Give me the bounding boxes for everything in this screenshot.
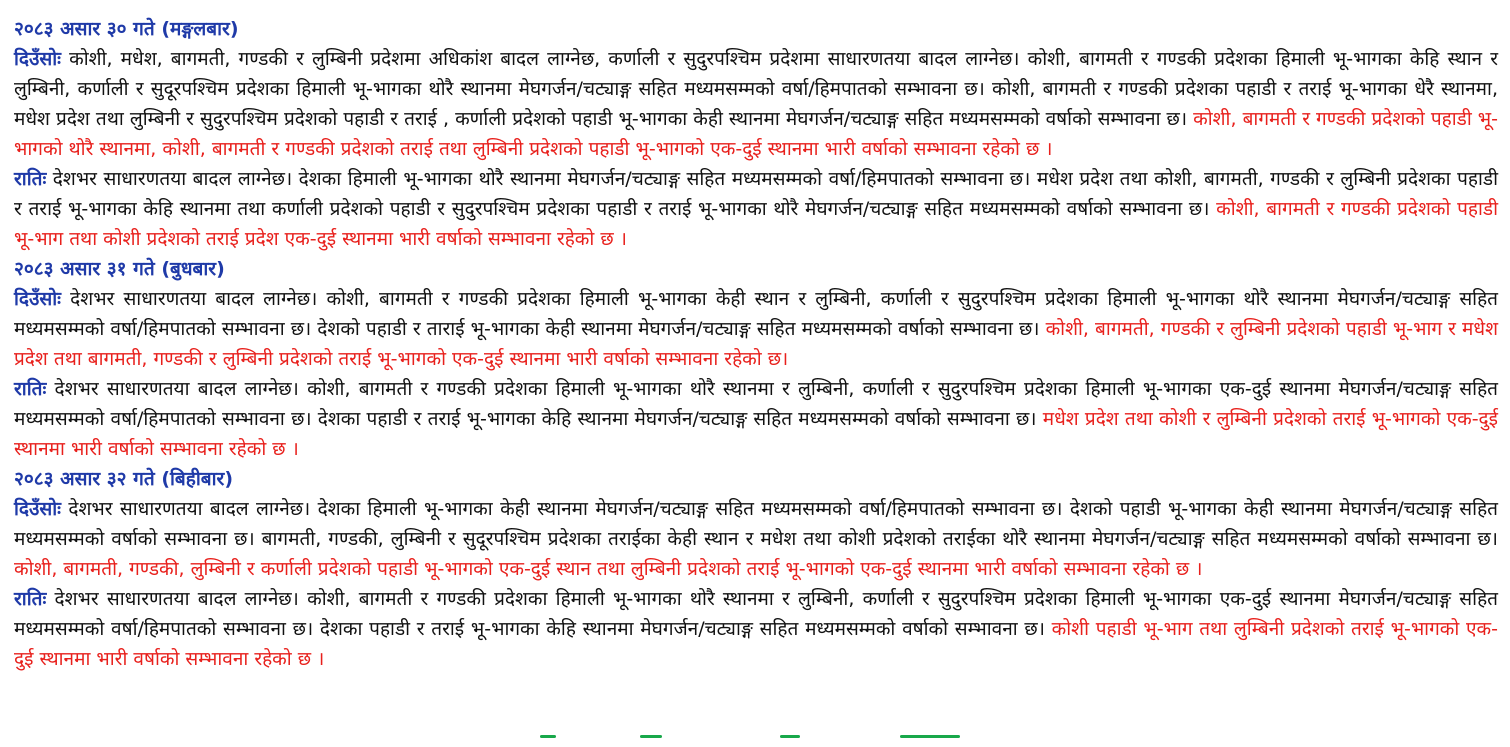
night-label: रातिः xyxy=(14,168,47,190)
weather-forecast-document xyxy=(14,14,1498,674)
forecast-text: देशभर साधारणतया बादल लाग्नेछ। कोशी, बागमती र गण्डकी प्रदेशका हिमाली भू-भागका थोरै स्थानमा र लुम्बिनी, कर्णाली र सुदुरपश्चिम प्रदेशका हिमाली भू-भागका एक-दुई स्थानमा मेघगर्जन/चट्याङ्ग सहित मध्यमसम्मको वर्षा/हिमपातको सम्भावना छ। देशका पहाडी र तराई भू-भागका केहि स्थानमा मेघगर्जन/चट्याङ्ग सहित मध्यमसम्मको वर्षाको सम्भावना छ। xyxy=(14,378,1498,430)
forecast-text: देशभर साधारणतया बादल लाग्नेछ। देशका हिमाली भू-भागका थोरै स्थानमा मेघगर्जन/चट्याङ्ग सहित मध्यमसम्मको वर्षा/हिमपातको सम्भावना छ। मधेश प्रदेश तथा कोशी, बागमती, गण्डकी र लुम्बिनी प्रदेशका पहाडी र तराई भू-भागका केहि स्थानमा तथा कर्णाली प्रदेशको पहाडी र सुदुरपश्चिम प्रदेशका पहाडी र तराई भू-भागका थोरै मेघगर्जन/चट्याङ्ग सहित मध्यमसम्मको वर्षाको सम्भावना छ। xyxy=(14,168,1498,220)
night-label: रातिः xyxy=(14,378,47,400)
daytime-forecast-paragraph xyxy=(14,44,1498,164)
forecast-text: कोशी, मधेश, बागमती, गण्डकी र लुम्बिनी प्रदेशमा अधिकांश बादल लाग्नेछ, कर्णाली र सुदुरपश्चिम प्रदेशमा साधारणतया बादल लाग्नेछ। कोशी, बागमती र गण्डकी प्रदेशका हिमाली भू-भागका केहि स्थान र लुम्बिनी, कर्णाली र सुदूरपश्चिम प्रदेशका हिमाली भू-भागका थोरै स्थानमा मेघगर्जन/चट्याङ्ग सहित मध्यमसम्मको वर्षा/हिमपातको सम्भावना छ। कोशी, बागमती र गण्डकी प्रदेशका पहाडी र तराई भू-भागका धेरै स्थानमा, मधेश प्रदेश तथा लुम्बिनी र सुदुरपश्चिम प्रदेशको पहाडी र तराई , कर्णाली प्रदेशको पहाडी भू-भागका केही स्थानमा मेघगर्जन/चट्याङ्ग सहित मध्यमसम्मको वर्षाको सम्भावना छ। xyxy=(14,48,1498,130)
daytime-label: दिउँसोः xyxy=(14,48,62,70)
forecast-day-3 xyxy=(14,464,1498,674)
cut-off-green-text-fragment xyxy=(0,735,1510,747)
heavy-rain-warning-text: कोशी, बागमती, गण्डकी, लुम्बिनी र कर्णाली प्रदेशको पहाडी भू-भागको एक-दुई स्थान तथा लुम्बिनी प्रदेशको तराई भू-भागको एक-दुई स्थानमा भारी वर्षाको सम्भावना रहेको छ । xyxy=(14,558,1203,580)
date-heading: २०८३ असार ३१ गते (बुधबार) xyxy=(14,258,225,280)
green-text-stroke xyxy=(780,735,800,738)
heavy-rain-warning-text: कोशी, बागमती, गण्डकी र लुम्बिनी प्रदेशको पहाडी भू-भाग र मधेश प्रदेश तथा बागमती, गण्डकी र लुम्बिनी प्रदेशको तराई भू-भागको एक-दुई स्थानमा भारी वर्षाको सम्भावना रहेको छ। xyxy=(14,318,1498,370)
forecast-text: देशभर साधारणतया बादल लाग्नेछ। देशका हिमाली भू-भागका केही स्थानमा मेघगर्जन/चट्याङ्ग सहित मध्यमसम्मको वर्षा/हिमपातको सम्भावना छ। देशको पहाडी भू-भागका केही स्थानमा मेघगर्जन/चट्याङ्ग सहित मध्यमसम्मको वर्षाको सम्भावना छ। बागमती, गण्डकी, लुम्बिनी र सुदूरपश्चिम प्रदेशका तराईका केही स्थान र मधेश तथा कोशी प्रदेशको तराईका थोरै स्थानमा मेघगर्जन/चट्याङ्ग सहित मध्यमसम्मको वर्षाको सम्भावना छ। xyxy=(14,498,1498,550)
heavy-rain-warning-text: मधेश प्रदेश तथा कोशी र लुम्बिनी प्रदेशको तराई भू-भागको एक-दुई स्थानमा भारी वर्षाको सम्भावना रहेको छ । xyxy=(14,408,1498,460)
forecast-day-2 xyxy=(14,254,1498,464)
night-forecast-paragraph xyxy=(14,374,1498,464)
date-heading: २०८३ असार ३२ गते (बिहीबार) xyxy=(14,468,234,490)
green-text-stroke xyxy=(900,735,960,738)
night-forecast-paragraph xyxy=(14,584,1498,674)
heavy-rain-warning-text: कोशी, बागमती र गण्डकी प्रदेशको पहाडी भू-भागको थोरै स्थानमा, कोशी, बागमती र गण्डकी प्रदेशको तराई तथा लुम्बिनी प्रदेशको पहाडी भू-भागको एक-दुई स्थानमा भारी वर्षाको सम्भावना रहेको छ । xyxy=(14,108,1499,160)
forecast-day-1 xyxy=(14,14,1498,254)
heavy-rain-warning-text: कोशी, बागमती र गण्डकी प्रदेशको पहाडी भू-भाग तथा कोशी प्रदेशको तराई प्रदेश एक-दुई स्थानमा भारी वर्षाको सम्भावना रहेको छ । xyxy=(14,198,1499,250)
green-text-stroke xyxy=(640,735,662,738)
night-forecast-paragraph xyxy=(14,164,1498,254)
daytime-label: दिउँसोः xyxy=(14,288,62,310)
daytime-forecast-paragraph xyxy=(14,284,1498,374)
night-label: रातिः xyxy=(14,588,47,610)
date-heading: २०८३ असार ३० गते (मङ्गलबार) xyxy=(14,18,239,40)
green-text-stroke xyxy=(540,735,556,738)
forecast-text: देशभर साधारणतया बादल लाग्नेछ। कोशी, बागमती र गण्डकी प्रदेशका हिमाली भू-भागका केही स्थान र लुम्बिनी, कर्णाली र सुदुरपश्चिम प्रदेशका हिमाली भू-भागका थोरै स्थानमा मेघगर्जन/चट्याङ्ग सहित मध्यमसम्मको वर्षा/हिमपातको सम्भावना छ। देशको पहाडी र ताराई भू-भागका केही स्थानमा मेघगर्जन/चट्याङ्ग सहित मध्यमसम्मको वर्षाको सम्भावना छ। xyxy=(14,288,1498,340)
daytime-forecast-paragraph xyxy=(14,494,1498,584)
heavy-rain-warning-text: कोशी पहाडी भू-भाग तथा लुम्बिनी प्रदेशको तराई भू-भागको एक-दुई स्थानमा भारी वर्षाको सम्भावना रहेको छ । xyxy=(14,618,1498,670)
forecast-text: देशभर साधारणतया बादल लाग्नेछ। कोशी, बागमती र गण्डकी प्रदेशका हिमाली भू-भागका थोरै स्थानमा र लुम्बिनी, कर्णाली र सुदुरपश्चिम प्रदेशका हिमाली भू-भागका एक-दुई स्थानमा मेघगर्जन/चट्याङ्ग सहित मध्यमसम्मको वर्षा/हिमपातको सम्भावना छ। देशका पहाडी र तराई भू-भागका केहि स्थानमा मेघगर्जन/चट्याङ्ग सहित मध्यमसम्मको वर्षाको सम्भावना छ। xyxy=(14,588,1498,640)
daytime-label: दिउँसोः xyxy=(14,498,62,520)
